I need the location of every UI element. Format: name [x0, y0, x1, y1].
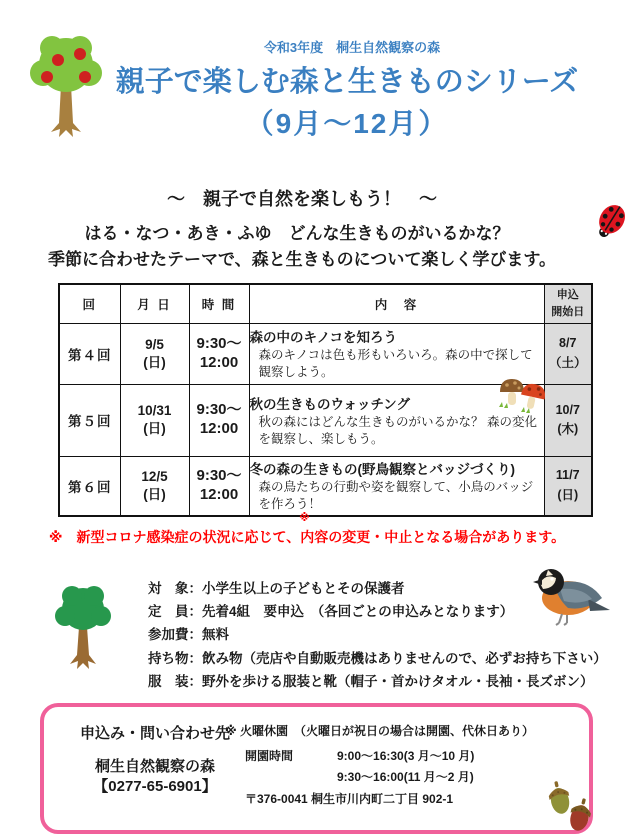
cell-session: 第６回 — [59, 456, 120, 516]
col-header-apply-line2: 開始日 — [551, 305, 585, 318]
schedule-header-row — [59, 284, 592, 323]
content-title: 秋の生きものウォッチング — [249, 396, 411, 412]
facility-address: 〒376-0041 桐生市川内町二丁目 902-1 — [245, 792, 454, 806]
cell-content — [249, 456, 544, 516]
apply-date: 11/7 — [555, 468, 580, 483]
cell-time — [189, 323, 249, 384]
contact-heading: 申込み・問い合わせ先 — [79, 725, 230, 742]
bird-icon — [526, 565, 610, 627]
year-subtitle: 令和3年度 桐生自然観察の森 — [263, 40, 441, 55]
closed-day-note: ※ 火曜休園 （火曜日が祝日の場合は開園、代休日あり） — [225, 724, 535, 738]
cell-apply-date — [544, 456, 592, 516]
time-start: 9:30～ — [196, 401, 242, 419]
ladybug-icon — [593, 201, 629, 241]
col-header-apply — [544, 284, 592, 323]
cell-apply-date — [544, 323, 592, 384]
cell-session: 第４回 — [59, 323, 120, 384]
col-header-time: 時 間 — [189, 284, 249, 323]
content-desc: 森のキノコは色も形もいろいろ。森の中で探して観察しよう。 — [258, 348, 533, 379]
time-end: 12:00 — [199, 420, 239, 437]
event-details — [148, 577, 607, 693]
time-end: 12:00 — [199, 485, 239, 503]
cell-apply-date — [544, 384, 592, 456]
opening-hours-label: 開園時間 — [245, 749, 294, 763]
date-weekday: (日) — [143, 486, 166, 502]
contact-phone: 【0277-65-6901】 — [93, 778, 217, 795]
catchphrase: ～ 親子で自然を楽しもう！ ～ — [167, 189, 437, 209]
contact-facility-name: 桐生自然観察の森 — [94, 758, 215, 775]
date-value: 10/31 — [137, 403, 172, 419]
acorns-icon — [543, 774, 597, 836]
apply-date: 8/7 — [559, 336, 577, 351]
apply-weekday: （土） — [548, 355, 587, 370]
content-title: 森の中のキノコを知ろう — [249, 330, 398, 346]
detail-belongings: 持ち物：飲み物（売店や自動販売機はありませんので、必ずお持ち下さい） — [148, 650, 607, 666]
cell-date — [120, 323, 189, 384]
content-title: 冬の森の生きもの(野鳥観察とバッジづくり) — [249, 462, 515, 478]
covid-warning: ※ 新型コロナ感染症の状況に応じて、内容の変更・中止となる場合があります。 — [48, 529, 566, 545]
footnote-mark: ※ — [299, 512, 310, 524]
cell-date — [120, 456, 189, 516]
content-desc: 森の鳥たちの行動や姿を観察して、小鳥のバッジを作ろう！ — [258, 480, 534, 512]
date-weekday: (日) — [143, 421, 166, 436]
col-header-content: 内 容 — [249, 284, 544, 323]
intro-line-2: 季節に合わせたテーマで、森と生きものについて楽しく学びます。 — [48, 250, 556, 269]
mushrooms-icon — [497, 374, 547, 416]
col-header-apply-line1: 申込 — [556, 289, 579, 302]
detail-fee: 参加費：無料 — [148, 627, 229, 643]
intro-line-1: はる・なつ・あき・ふゆ どんな生きものがいるかな？ — [84, 224, 510, 243]
time-start: 9:30～ — [196, 334, 242, 352]
apply-weekday: (木) — [557, 422, 579, 436]
date-weekday: (日) — [143, 354, 166, 370]
cell-date — [120, 384, 189, 456]
time-end: 12:00 — [199, 353, 239, 371]
col-header-date: 月 日 — [120, 284, 189, 323]
detail-capacity: 定 員：先着4組 要申込 （各回ごとの申込みとなります） — [148, 604, 514, 620]
col-header-session: 回 — [59, 284, 120, 323]
schedule-row-6 — [59, 456, 592, 516]
time-start: 9:30～ — [196, 467, 242, 484]
page-title: 親子で楽しむ森と生きものシリーズ — [115, 66, 579, 98]
cell-time — [189, 384, 249, 456]
date-value: 9/5 — [145, 336, 164, 352]
opening-hours-spring: 9:00～16:30(3 月～10 月) — [337, 749, 475, 763]
cell-time — [189, 456, 249, 516]
apply-weekday: (日) — [557, 487, 579, 502]
opening-hours-1 — [245, 747, 474, 764]
tree-icon — [52, 583, 114, 669]
content-desc: 秋の森にはどんな生きものがいるかな？ 森の変化を観察し、楽しもう。 — [258, 414, 537, 446]
page-title-period: （9月～12月） — [245, 108, 449, 139]
apply-date: 10/7 — [555, 402, 580, 417]
date-value: 12/5 — [141, 469, 168, 485]
opening-hours-2: 9:30～16:00(11 月～2 月) — [337, 770, 474, 784]
detail-target: 対 象：小学生以上の子どもとその保護者 — [148, 581, 405, 596]
detail-clothing: 服 装：野外を歩ける服装と靴（帽子・首かけタオル・長袖・長ズボン） — [148, 673, 594, 689]
cell-session: 第５回 — [59, 384, 120, 456]
